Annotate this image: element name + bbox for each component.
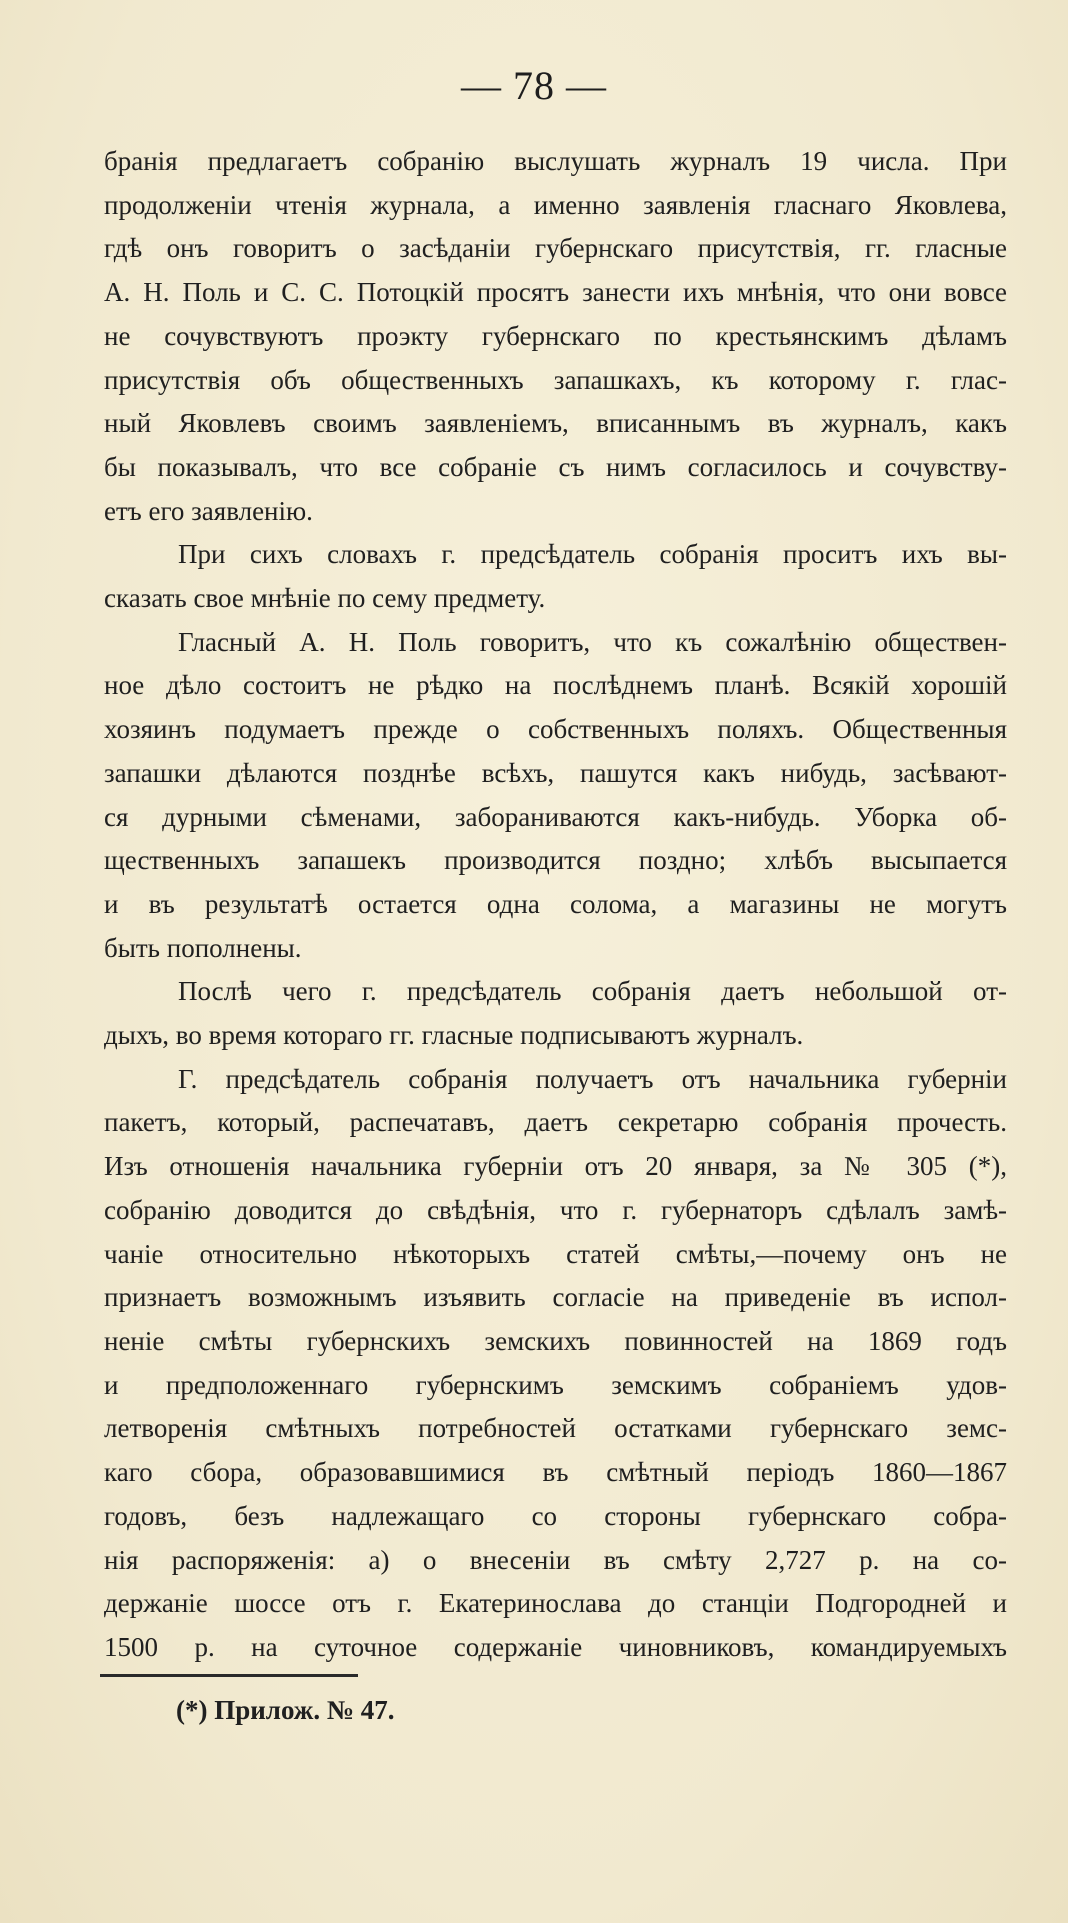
text-line: дыхъ, во время котораго гг. гласные подписываютъ журналъ.	[104, 1020, 804, 1051]
text-line: Гласный А. Н. Поль говоритъ, что къ сожалѣнію обществен-	[178, 626, 1007, 657]
text-line: неніе смѣты губернскихъ земскихъ повинностей на 1869 годъ	[104, 1325, 1007, 1356]
text-line: хозяинъ подумаетъ прежде о собственныхъ поляхъ. Общественныя	[104, 714, 1007, 745]
footnote: (*) Прилож. № 47.	[176, 1695, 395, 1725]
text-line: чаніе относительно нѣкоторыхъ статей смѣты,—почему онъ не	[104, 1238, 1007, 1269]
text-line: держаніе шоссе отъ г. Екатеринослава до станціи Подгородней и	[104, 1588, 1007, 1619]
text-line: А. Н. Поль и С. С. Потоцкій просятъ занести ихъ мнѣнія, что они вовсе	[104, 277, 1007, 308]
body-text	[104, 140, 1007, 1670]
text-line: пакетъ, который, распечатавъ, даетъ секретарю собранія прочесть.	[104, 1107, 1007, 1138]
text-line: продолженіи чтенія журнала, а именно заявленія гласнаго Яковлева,	[104, 189, 1007, 220]
text-line: гдѣ онъ говоритъ о засѣданіи губернскаго присутствія, гг. гласные	[104, 233, 1007, 264]
text-line: каго сбора, образовавшимися въ смѣтный періодъ 1860—1867	[104, 1457, 1007, 1488]
text-line: собранію доводится до свѣдѣнія, что г. губернаторъ сдѣлалъ замѣ-	[104, 1194, 1007, 1225]
page-number: — 78 —	[461, 63, 607, 108]
text-line: сказать свое мнѣніе по сему предмету.	[104, 583, 546, 614]
text-line: годовъ, безъ надлежащаго со стороны губернскаго собра-	[104, 1500, 1007, 1531]
text-line: быть пополнены.	[104, 932, 302, 963]
text-line: Изъ отношенія начальника губерніи отъ 20 января, за № 305 (*),	[104, 1151, 1007, 1182]
text-line: бы показывалъ, что все собраніе съ нимъ согласилось и сочувству-	[104, 451, 1007, 482]
text-line: нія распоряженія: а) о внесеніи въ смѣту 2,727 р. на со-	[104, 1544, 1007, 1575]
footnote-divider	[100, 1674, 358, 1677]
text-line: 1500 р. на суточное содержаніе чиновниковъ, командируемыхъ	[104, 1631, 1007, 1662]
text-line: Послѣ чего г. предсѣдатель собранія даетъ небольшой от-	[178, 976, 1007, 1007]
text-line: и предположеннаго губернскимъ земскимъ собраніемъ удов-	[104, 1369, 1007, 1400]
text-line: ся дурными сѣменами, забораниваются какъ-нибудь. Уборка об-	[104, 801, 1007, 832]
text-line: запашки дѣлаются позднѣе всѣхъ, пашутся какъ нибудь, засѣвают-	[104, 757, 1007, 788]
text-line: бранія предлагаетъ собранію выслушать журналъ 19 числа. При	[104, 146, 1007, 176]
text-line: Г. предсѣдатель собранія получаетъ отъ начальника губерніи	[178, 1063, 1007, 1094]
text-line: и въ результатѣ остается одна солома, а магазины не могутъ	[104, 888, 1007, 919]
text-line: При сихъ словахъ г. предсѣдатель собранія проситъ ихъ вы-	[178, 539, 1007, 570]
text-line: щественныхъ запашекъ производится поздно; хлѣбъ высыпается	[104, 845, 1007, 876]
text-line: не сочувствуютъ проэкту губернскаго по крестьянскимъ дѣламъ	[104, 320, 1007, 351]
text-line: признаетъ возможнымъ изъявить согласіе на приведеніе въ испол-	[104, 1282, 1007, 1313]
text-line: етъ его заявленію.	[104, 495, 313, 526]
text-line: ный Яковлевъ своимъ заявленіемъ, вписаннымъ въ журналъ, какъ	[104, 408, 1007, 439]
text-line: присутствія объ общественныхъ запашкахъ, къ которому г. глас-	[104, 364, 1007, 395]
text-line: летворенія смѣтныхъ потребностей остатками губернскаго земс-	[104, 1413, 1007, 1444]
text-line: ное дѣло состоитъ не рѣдко на послѣднемъ планѣ. Всякій хорошій	[104, 670, 1007, 701]
